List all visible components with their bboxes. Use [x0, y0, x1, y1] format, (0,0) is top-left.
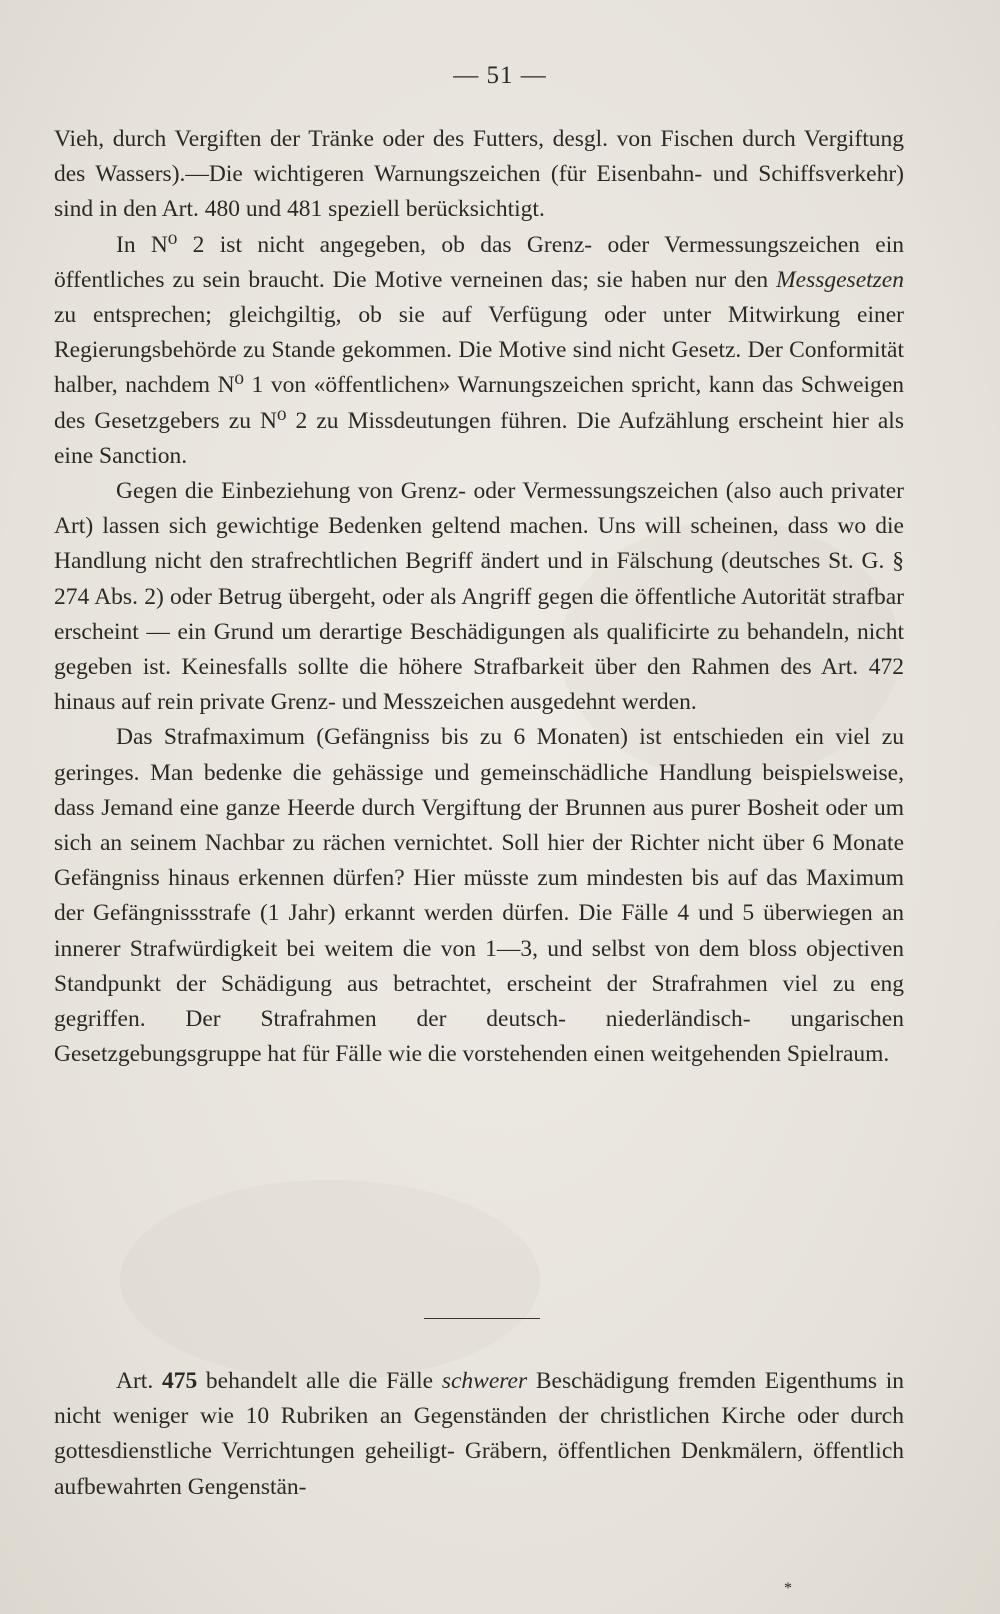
- paragraph-bedenken: Gegen die Einbeziehung von Grenz- oder Vermessungszeichen (also auch privater Art) lassen sich gewichtige Bedenken geltend machen. Uns will scheinen, dass wo die Handlung nicht den strafrechtlichen Begriff ändert und in Fälschung (deutsches St. G. § 274 Abs. 2) oder Betrug übergeht, oder als Angriff gegen die öffentliche Autorität strafbar erscheint — ein Grund um derartige Beschädigungen als qualificirte zu behandeln, nicht gegeben ist. Keinesfalls sollte die höhere Strafbarkeit über den Rahmen des Art. 472 hinaus auf rein private Grenz- und Messzeichen ausgedehnt werden.: [54, 478, 904, 716]
- emphasis-schwerer: schwerer: [441, 1368, 528, 1394]
- main-text: [54, 122, 904, 1072]
- paragraph-text: In N⁰ 2 ist nicht angegeben, ob das Grenz- oder Vermessungszeichen ein öffentliches zu sein braucht. Die Motive verneinen das; sie haben nur den: [54, 231, 904, 293]
- paragraph-text: behandelt alle die Fälle: [205, 1368, 434, 1394]
- paragraph-strafmaximum: Das Strafmaximum (Gefängniss bis zu 6 Monaten) ist entschieden ein viel zu geringes. Man bedenke die gehässige und gemeinschädliche Handlung beispielsweise, dass Jemand eine ganze Heerde durch Vergiftung der Brunnen aus purer Bosheit oder um sich an seinem Nachbar zu rächen vernichtet. Soll hier der Richter nicht über 6 Monate Gefängniss hinaus erkennen dürfen? Hier müsste zum mindesten bis auf das Maximum der Gefängnissstrafe (1 Jahr) erkannt werden dürfen. Die Fälle 4 und 5 überwiegen an innerer Strafwürdigkeit bei weitem die von 1—3, und selbst von dem bloss objectiven Standpunkt der Schädigung aus betrachtet, erscheint der Strafrahmen viel zu eng gegriffen. Der Strafrahmen der deutsch- niederländisch- ungarischen Gesetzgebungsgruppe hat für Fälle wie die vorstehenden einen weitgehenden Spielraum.: [54, 724, 904, 1068]
- paragraph-text: Beschädigung fremden Eigenthums in nicht weniger wie 10 Rubriken an Gegenständen der christlichen Kirche oder durch gottesdienstliche Verrichtungen geheiligt- Gräbern, öffentlichen Denkmälern, öffentlich aufbewahrten Gengenstän-: [54, 1368, 905, 1500]
- paragraph-grenzzeichen: [54, 228, 904, 474]
- article-text: [54, 1364, 904, 1505]
- page-number: — 51 —: [453, 62, 547, 89]
- paper-stain: [120, 1180, 540, 1380]
- section-separator: [424, 1318, 540, 1319]
- article-number: 475: [161, 1368, 198, 1394]
- emphasis-messgesetzen: Messgesetzen: [776, 266, 904, 293]
- paragraph-article-475: [54, 1364, 904, 1505]
- paragraph-continuation: Vieh, durch Vergiften der Tränke oder des Futters, desgl. von Fischen durch Vergiftung des Wassers).—Die wichtigeren Warnungszeichen (für Eisenbahn- und Schiffsverkehr) sind in den Art. 480 und 481 speziell berücksichtigt.: [54, 126, 904, 223]
- paragraph-text: zu entsprechen; gleichgiltig, ob sie auf Verfügung oder unter Mitwirkung einer Regierungsbehörde zu Stande gekommen. Die Motive sind nicht Gesetz. Der Conformität halber, nachdem N⁰ 1 von «öffentlichen» Warnungszeichen spricht, kann das Schweigen des Gesetzgebers zu N⁰ 2 zu Missdeutungen führen. Die Aufzählung erscheint hier als eine Sanction.: [54, 302, 904, 469]
- signature-mark: *: [784, 1580, 792, 1597]
- article-prefix: Art.: [116, 1368, 154, 1394]
